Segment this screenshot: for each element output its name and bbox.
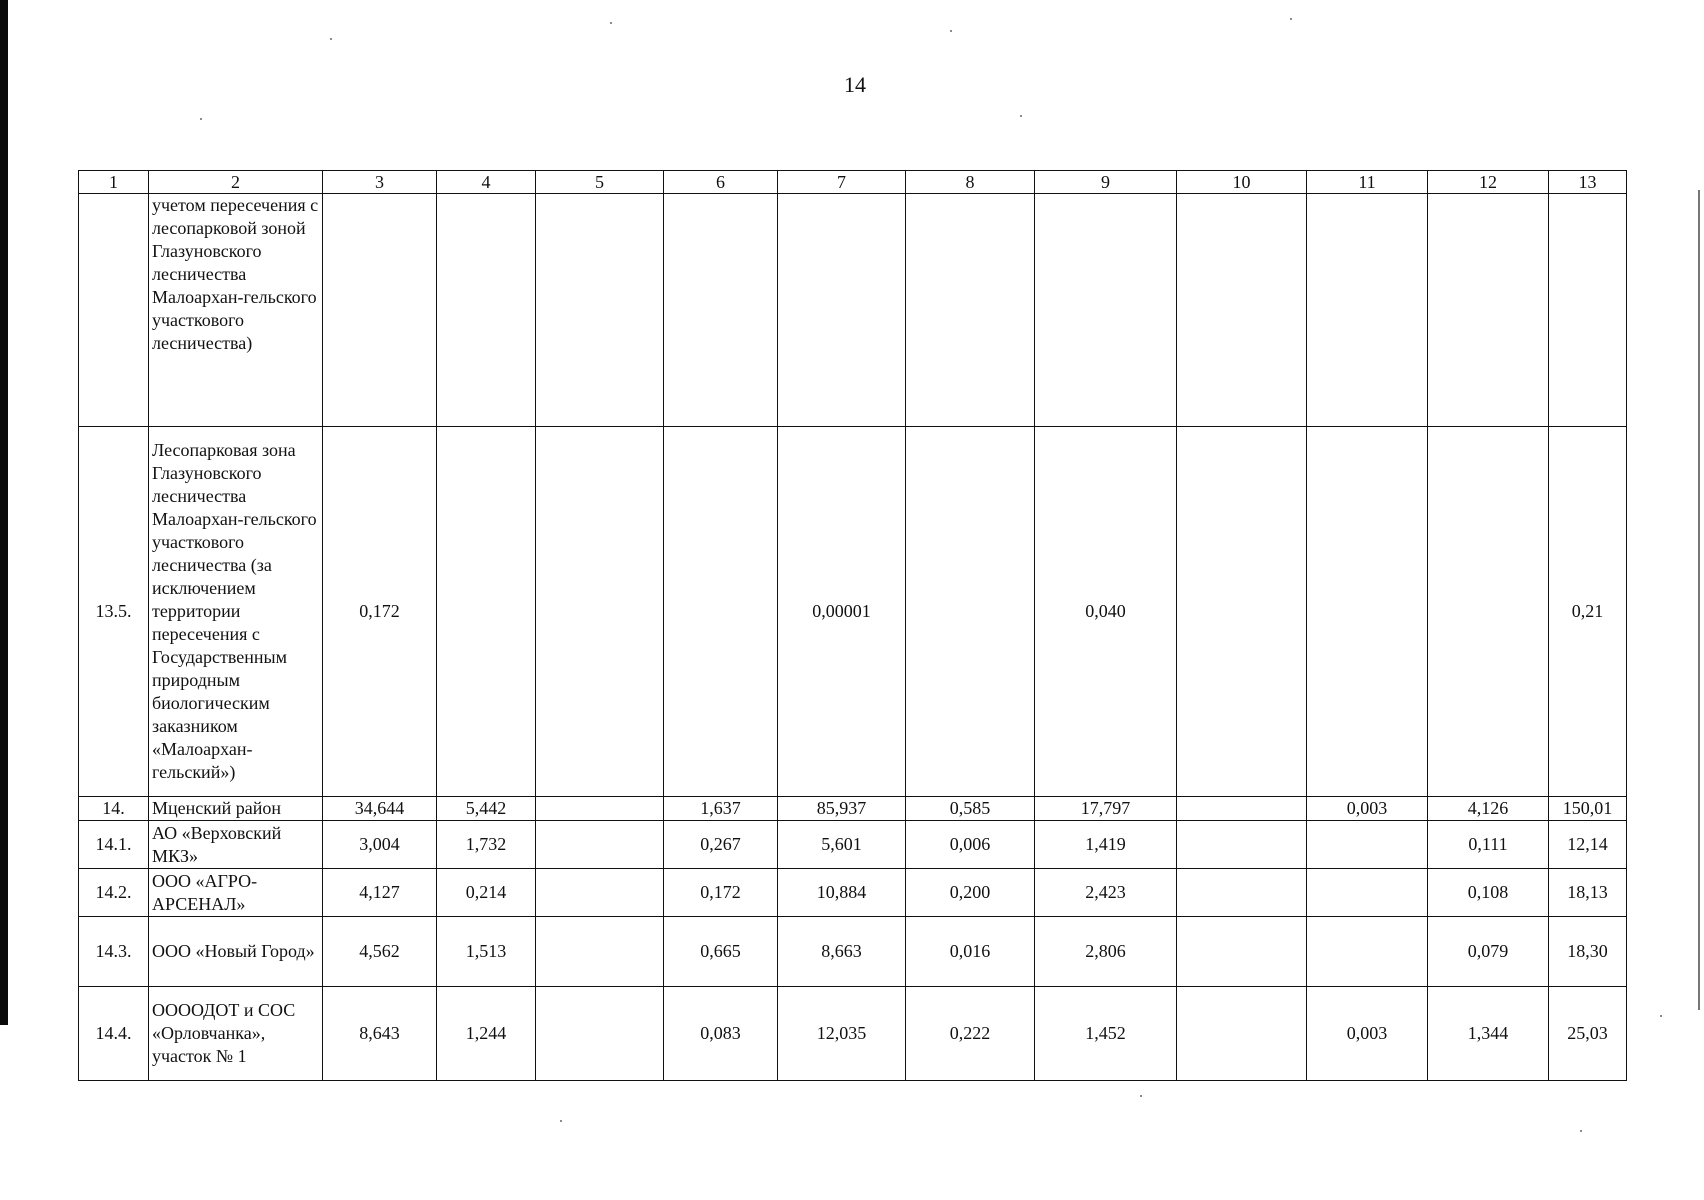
table-cell: ООО «АГРО-АРСЕНАЛ» [149,869,323,917]
scan-speck [560,1120,562,1122]
scan-speck [1140,1095,1142,1097]
table-cell [437,427,536,797]
scan-speck [1580,1130,1582,1132]
table-cell [664,194,778,427]
column-header: 3 [323,171,437,194]
table-cell: 14.2. [79,869,149,917]
table-cell: 0,083 [664,987,778,1081]
table-cell [1177,427,1307,797]
table-cell: 18,13 [1549,869,1627,917]
table-cell: 13.5. [79,427,149,797]
scan-edge-right [1698,190,1700,1010]
table-cell: 8,663 [778,917,906,987]
table-cell: 0,267 [664,821,778,869]
table-cell: 150,01 [1549,797,1627,821]
table-cell: 4,562 [323,917,437,987]
column-header: 13 [1549,171,1627,194]
table-cell: 17,797 [1035,797,1177,821]
data-table [78,170,1627,1081]
table-cell: 2,806 [1035,917,1177,987]
scan-edge-left [0,0,8,1025]
column-header: 7 [778,171,906,194]
table-cell: 85,937 [778,797,906,821]
column-header: 2 [149,171,323,194]
table-cell [1549,194,1627,427]
scan-speck [1290,18,1292,20]
page-number: 14 [844,72,866,97]
table-cell: ООО «Новый Город» [149,917,323,987]
table-cell [1428,194,1549,427]
column-header: 4 [437,171,536,194]
table-cell: 5,442 [437,797,536,821]
table-cell [536,797,664,821]
table-cell: 0,172 [323,427,437,797]
table-cell: 4,127 [323,869,437,917]
table-cell [536,987,664,1081]
table-cell: 0,665 [664,917,778,987]
table-cell: 0,222 [906,987,1035,1081]
table-cell: 0,006 [906,821,1035,869]
table-cell [1307,427,1428,797]
table-cell: 1,513 [437,917,536,987]
table-cell: 10,884 [778,869,906,917]
table-cell: 0,111 [1428,821,1549,869]
table-cell: 0,214 [437,869,536,917]
table-cell: 0,21 [1549,427,1627,797]
table-cell: 14.3. [79,917,149,987]
table-cell: 1,452 [1035,987,1177,1081]
scan-speck [950,30,952,32]
table-cell [1307,869,1428,917]
table-cell: 34,644 [323,797,437,821]
table-cell: Мценский район [149,797,323,821]
table-cell: 0,079 [1428,917,1549,987]
table-cell: 0,003 [1307,987,1428,1081]
table-cell: 0,040 [1035,427,1177,797]
table-cell [1177,869,1307,917]
table-cell [1177,797,1307,821]
scan-speck [610,22,612,24]
table-cell: 14. [79,797,149,821]
table-row [79,987,1627,1081]
table-cell: 0,108 [1428,869,1549,917]
table-cell [1177,821,1307,869]
column-header: 10 [1177,171,1307,194]
table-cell [536,821,664,869]
table-cell [1177,194,1307,427]
scan-speck [200,118,202,120]
table-cell: учетом пересечения с лесопарковой зоной Глазуновского лесничества Малоархан-гельского участкового лесничества) [149,194,323,427]
table-cell: 1,244 [437,987,536,1081]
table-cell [906,194,1035,427]
table-cell: 3,004 [323,821,437,869]
table-cell [536,917,664,987]
table-cell [664,427,778,797]
table-cell: 0,585 [906,797,1035,821]
table-cell [323,194,437,427]
column-header: 12 [1428,171,1549,194]
table-cell [1177,987,1307,1081]
table-cell [1177,917,1307,987]
table-cell: АО «Верховский МКЗ» [149,821,323,869]
table-cell: 14.4. [79,987,149,1081]
table-cell [778,194,906,427]
table-header-row [79,171,1627,194]
table-cell: 1,419 [1035,821,1177,869]
table-cell [1307,194,1428,427]
table-cell [1307,821,1428,869]
table-cell: 8,643 [323,987,437,1081]
column-header: 5 [536,171,664,194]
table-cell: 1,344 [1428,987,1549,1081]
table-row [79,797,1627,821]
table-cell [1428,427,1549,797]
table-cell: 0,172 [664,869,778,917]
table-cell [536,427,664,797]
table-cell [1035,194,1177,427]
table-row [79,917,1627,987]
table-cell: Лесопарковая зона Глазуновского лесничества Малоархан-гельского участкового лесничества (за исключением территории пересечения с Государственным природным биологическим заказником «Малоархан-гельский») [149,427,323,797]
table-cell [79,194,149,427]
column-header: 11 [1307,171,1428,194]
table-row [79,427,1627,797]
table-cell: 4,126 [1428,797,1549,821]
scan-speck [1660,1015,1662,1017]
column-header: 6 [664,171,778,194]
table-cell: 5,601 [778,821,906,869]
column-header: 8 [906,171,1035,194]
table-cell: 0,003 [1307,797,1428,821]
column-header: 9 [1035,171,1177,194]
table-row [79,821,1627,869]
scan-speck [330,38,332,40]
table-cell: 18,30 [1549,917,1627,987]
table-cell [1307,917,1428,987]
table-cell: 14.1. [79,821,149,869]
table-cell: ООООДОТ и СОС «Орловчанка», участок № 1 [149,987,323,1081]
table-row [79,869,1627,917]
column-header: 1 [79,171,149,194]
table-cell: 2,423 [1035,869,1177,917]
table-cell: 1,637 [664,797,778,821]
table-cell: 1,732 [437,821,536,869]
table-cell [536,194,664,427]
table-cell: 12,035 [778,987,906,1081]
table-cell [536,869,664,917]
table-cell [437,194,536,427]
table-cell: 0,016 [906,917,1035,987]
table-row [79,194,1627,427]
scan-speck [1020,115,1022,117]
table-cell: 12,14 [1549,821,1627,869]
table-cell: 0,00001 [778,427,906,797]
table-cell: 0,200 [906,869,1035,917]
table-cell: 25,03 [1549,987,1627,1081]
table-cell [906,427,1035,797]
